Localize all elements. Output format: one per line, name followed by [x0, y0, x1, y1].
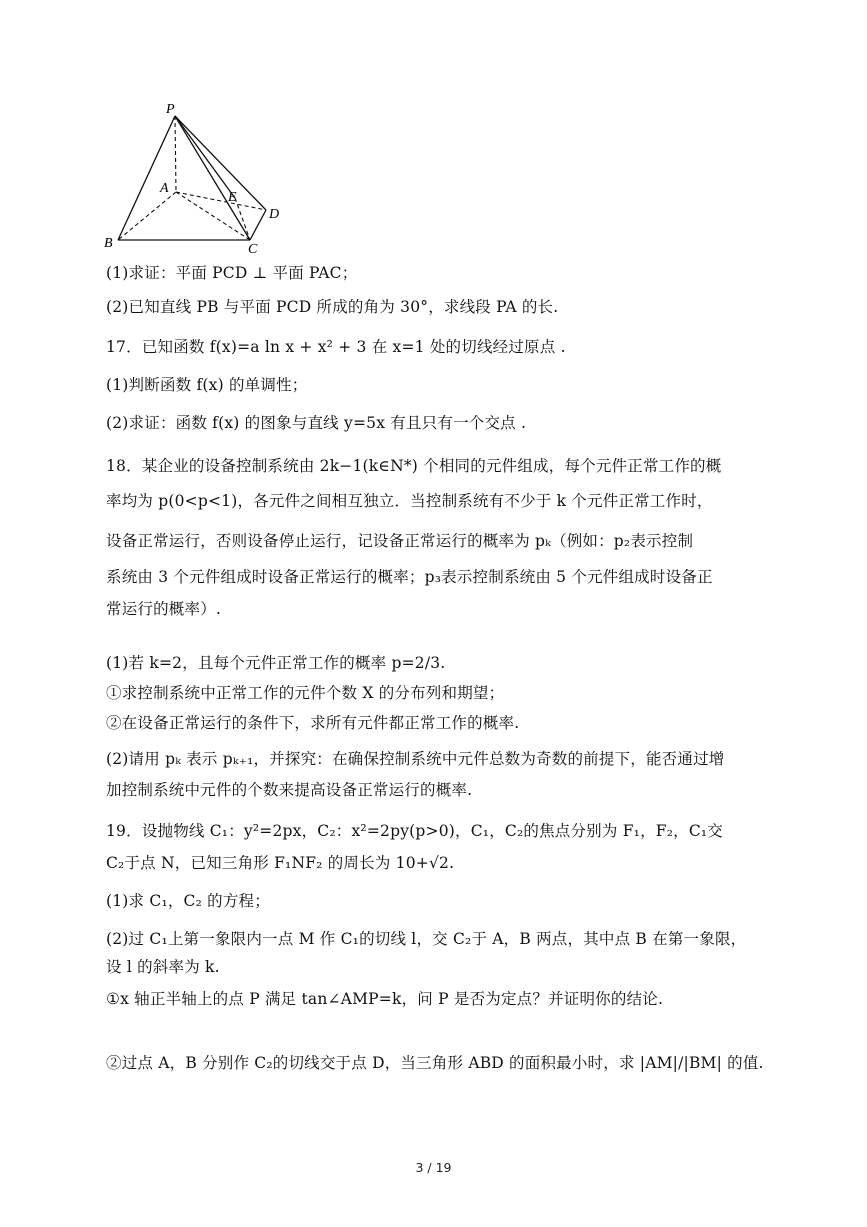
edge-PE	[175, 116, 235, 198]
q17-part1: (1)判断函数 f(x) 的单调性；	[106, 376, 308, 394]
page-number: 3 / 19	[415, 1160, 452, 1175]
label-E: E	[228, 190, 237, 205]
edge-PB	[118, 116, 175, 240]
edge-PC	[175, 116, 250, 240]
label-D: D	[269, 207, 280, 222]
q18-part1-i: ①求控制系统中正常工作的元件个数 X 的分布列和期望；	[106, 684, 505, 702]
q19-part2-ii: ②过点 A，B 分别作 C₂的切线交于点 D，当三角形 ABD 的面积最小时，求 |AM|/|BM| 的值.	[106, 1054, 764, 1072]
q19-stem-line1: 19．设抛物线 C₁：y²=2px，C₂：x²=2py(p>0)，C₁，C₂的焦点分别为 F₁，F₂，C₁交	[106, 822, 724, 840]
q19-part1: (1)求 C₁，C₂ 的方程；	[106, 892, 270, 910]
q19-part2-line2: 设 l 的斜率为 k.	[106, 958, 220, 976]
edge-AB	[118, 192, 176, 240]
q18-part1: (1)若 k=2，且每个元件正常工作的概率 p=2/3.	[106, 654, 446, 672]
edge-CD	[250, 210, 266, 240]
q18-stem-line2: 率均为 p(0<p<1)，各元件之间相互独立．当控制系统有不少于 k 个元件正常工作时，	[106, 492, 713, 510]
q18-stem-line1: 18．某企业的设备控制系统由 2k−1(k∈N*) 个相同的元件组成，每个元件正常工作的概	[106, 457, 722, 475]
label-A: A	[160, 181, 169, 196]
q19-part2-i: ①x 轴正半轴上的点 P 满足 tan∠AMP=k，问 P 是否为定点？并证明你的结论.	[106, 990, 664, 1008]
q18-stem-line3: 设备正常运行，否则设备停止运行，记设备正常运行的概率为 pₖ（例如：p₂表示控制	[106, 532, 694, 550]
q17-part2: (2)求证：函数 f(x) 的图象与直线 y=5x 有且只有一个交点 .	[106, 414, 527, 432]
q19-part2-line1: (2)过 C₁上第一象限内一点 M 作 C₁的切线 l，交 C₂于 A，B 两点，其中点 B 在第一象限，	[106, 930, 747, 948]
q19-stem-line2: C₂于点 N，已知三角形 F₁NF₂ 的周长为 10+√2.	[106, 854, 455, 872]
q18-part2-line1: (2)请用 pₖ 表示 pₖ₊₁，并探究：在确保控制系统中元件总数为奇数的前提下，能否通过增	[106, 750, 725, 768]
q18-stem-line5: 常运行的概率）.	[106, 600, 222, 618]
q18-stem-line4: 系统由 3 个元件组成时设备正常运行的概率；p₃表示控制系统由 5 个元件组成时设备正	[106, 568, 713, 586]
q16-part2: (2)已知直线 PB 与平面 PCD 所成的角为 30°，求线段 PA 的长.	[106, 298, 559, 316]
edge-PD	[175, 116, 266, 210]
q18-part1-ii: ②在设备正常运行的条件下，求所有元件都正常工作的概率.	[106, 714, 520, 732]
q18-part2-line2: 加控制系统中元件的个数来提高设备正常运行的概率.	[106, 781, 473, 799]
label-B: B	[104, 236, 113, 251]
edge-PA	[175, 116, 176, 192]
q16-part1: (1)求证：平面 PCD ⊥ 平面 PAC；	[106, 264, 358, 282]
q17-stem: 17．已知函数 f(x)=a ln x + x² + 3 在 x=1 处的切线经过原点 .	[106, 338, 566, 356]
label-P: P	[166, 102, 175, 117]
label-C: C	[248, 242, 258, 257]
